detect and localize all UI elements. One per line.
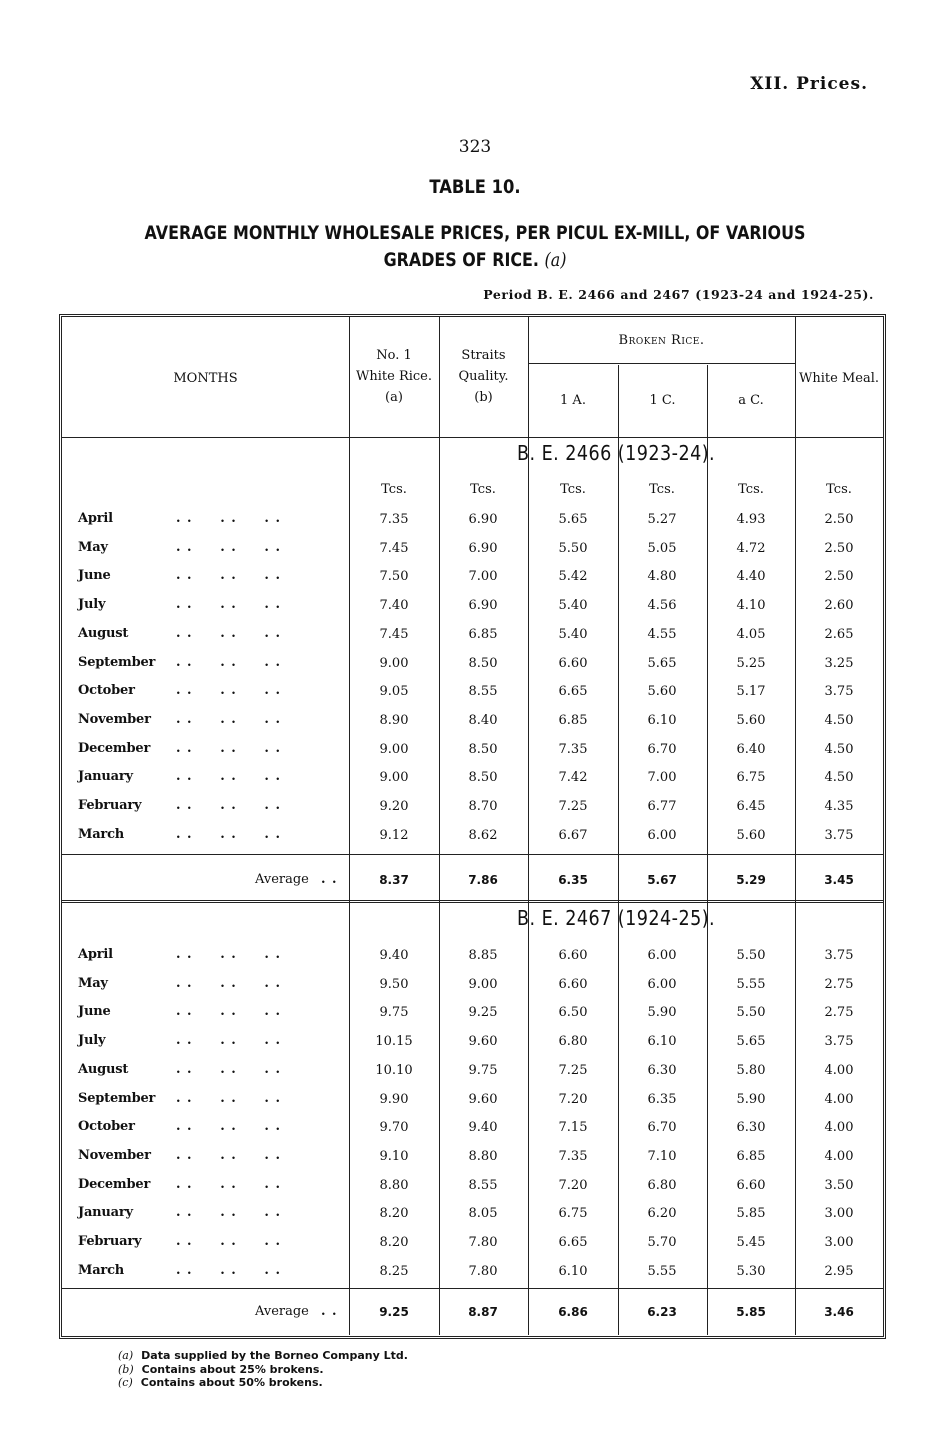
table-cell: 6.10: [558, 1263, 588, 1279]
col-header-white-rice: No. 1 White Rice. (a): [356, 348, 432, 405]
table-cell: 8.40: [468, 712, 498, 728]
month-label: October: [78, 1119, 135, 1135]
leader-dots: . . . . . .: [176, 1033, 281, 1049]
leader-dots: . . . . . .: [176, 539, 281, 555]
unit-label: Tcs.: [560, 482, 586, 497]
unit-label: Tcs.: [649, 482, 675, 497]
leader-dots: . . . . . .: [176, 1004, 281, 1020]
leader-dots: . . . . . .: [176, 597, 281, 613]
average-value: 5.67: [647, 873, 677, 887]
table-cell: 6.60: [736, 1177, 766, 1193]
month-label: November: [78, 1147, 151, 1163]
table-cell: 6.85: [558, 712, 588, 728]
broken-rice-divider: [528, 363, 795, 364]
leader-dots: . .: [321, 872, 338, 887]
table-cell: 2.50: [824, 569, 854, 585]
table-cell: 5.27: [647, 512, 677, 527]
month-label: October: [78, 683, 135, 699]
table-cell: 7.00: [647, 770, 677, 786]
table-cell: 6.80: [647, 1177, 677, 1193]
title-note: (a): [544, 250, 567, 271]
table-cell: 6.50: [558, 1005, 588, 1021]
table-cell: 5.90: [736, 1091, 766, 1107]
table-cell: 8.25: [379, 1263, 409, 1279]
table-cell: 8.55: [468, 684, 498, 700]
table-cell: 5.60: [736, 827, 766, 843]
table-cell: 8.90: [379, 712, 409, 728]
table-cell: 4.00: [824, 1091, 854, 1107]
table-cell: 8.20: [379, 1206, 409, 1222]
table-cell: 6.65: [558, 1235, 588, 1250]
table-cell: 7.45: [379, 540, 409, 556]
leader-dots: . .: [321, 1304, 338, 1319]
table-cell: 7.45: [379, 626, 409, 642]
table-cell: 9.90: [379, 1091, 409, 1107]
table-cell: 8.62: [468, 827, 498, 843]
table-cell: 3.75: [824, 1034, 854, 1050]
month-label: January: [78, 769, 133, 785]
table-cell: 9.12: [379, 827, 409, 843]
table-cell: 7.80: [468, 1235, 498, 1250]
leader-dots: . . . . . .: [176, 625, 281, 641]
month-label: April: [78, 511, 113, 526]
table-cell: 4.00: [824, 1062, 854, 1078]
table-cell: 6.75: [558, 1206, 588, 1222]
average-value: 8.37: [379, 873, 409, 887]
table-cell: 3.75: [824, 684, 854, 700]
table-cell: 8.85: [468, 948, 498, 963]
leader-dots: . . . . . .: [176, 798, 281, 813]
average-value: 5.29: [736, 873, 766, 887]
table-cell: 2.95: [824, 1263, 854, 1279]
average-top-line: [62, 854, 883, 855]
table-cell: 5.50: [558, 540, 588, 556]
leader-dots: . . . . . .: [176, 1061, 281, 1077]
table-cell: 7.10: [647, 1148, 677, 1164]
table-cell: 9.60: [468, 1091, 498, 1107]
average-top-line: [62, 1288, 883, 1289]
table-cell: 6.45: [736, 799, 766, 814]
table-cell: 7.20: [558, 1177, 588, 1193]
table-cell: 9.05: [379, 684, 409, 700]
table-cell: 10.15: [375, 1034, 413, 1050]
table-cell: 2.65: [824, 626, 854, 642]
leader-dots: . . . . . .: [176, 1119, 281, 1135]
table-cell: 6.40: [736, 741, 766, 757]
leader-dots: . . . . . .: [176, 826, 281, 842]
average-value: 7.86: [468, 873, 498, 887]
col-header-1a: 1 A.: [560, 393, 586, 408]
table-cell: 10.10: [375, 1062, 413, 1078]
title-line-1: AVERAGE MONTHLY WHOLESALE PRICES, PER PICUL EX-MILL, OF VARIOUS: [144, 223, 806, 244]
average-value: 6.35: [558, 873, 588, 887]
average-value: 8.87: [468, 1305, 498, 1319]
table-cell: 7.35: [558, 1148, 588, 1164]
leader-dots: . . . . . .: [176, 568, 281, 584]
table-cell: 5.25: [736, 655, 766, 671]
header-bottom-line: [62, 437, 883, 438]
table-cell: 7.15: [558, 1120, 588, 1136]
table-cell: 5.85: [736, 1206, 766, 1222]
table-cell: 6.70: [647, 741, 677, 757]
table-cell: 4.00: [824, 1148, 854, 1164]
table-cell: 6.30: [647, 1062, 677, 1078]
table-cell: 5.17: [736, 684, 766, 700]
leader-dots: . . . . . .: [176, 1234, 281, 1249]
month-label: November: [78, 711, 151, 727]
table-cell: 6.60: [558, 976, 588, 992]
table-cell: 4.93: [736, 512, 766, 527]
table-cell: 7.25: [558, 799, 588, 814]
table-cell: 6.80: [558, 1034, 588, 1050]
table-cell: 6.10: [647, 712, 677, 728]
leader-dots: . . . . . .: [176, 1147, 281, 1163]
table-cell: 6.75: [736, 770, 766, 786]
table-cell: 5.50: [736, 1005, 766, 1021]
table-cell: 2.60: [824, 598, 854, 614]
table-cell: 7.40: [379, 598, 409, 614]
col-header-1c: 1 C.: [649, 393, 676, 408]
table-cell: 4.72: [736, 540, 766, 556]
table-cell: 5.60: [647, 684, 677, 700]
table-cell: 8.70: [468, 799, 498, 814]
col-header-straits: Straits Quality. (b): [458, 348, 509, 405]
table-cell: 5.65: [736, 1034, 766, 1050]
table-cell: 6.60: [558, 655, 588, 671]
col-header-broken-rice: Broken Rice.: [618, 333, 705, 348]
table-cell: 6.00: [647, 948, 677, 963]
table-number: TABLE 10.: [429, 176, 521, 198]
table-cell: 4.56: [647, 598, 677, 614]
table-cell: 8.80: [468, 1148, 498, 1164]
table-cell: 4.05: [736, 626, 766, 642]
section-divider: [62, 900, 883, 903]
table-cell: 4.50: [824, 770, 854, 786]
table-cell: 8.50: [468, 770, 498, 786]
average-value: 5.85: [736, 1305, 766, 1319]
month-label: December: [78, 740, 151, 756]
table-cell: 9.75: [379, 1005, 409, 1021]
leader-dots: . . . . . .: [176, 711, 281, 727]
table-cell: 5.42: [558, 569, 588, 585]
table-cell: 6.90: [468, 598, 498, 614]
col-header-white-meal: White Meal.: [799, 371, 879, 386]
table-cell: 3.75: [824, 948, 854, 963]
table-cell: 3.25: [824, 655, 854, 671]
table-cell: 4.10: [736, 598, 766, 614]
table-cell: 6.65: [558, 684, 588, 700]
table-title: [101, 220, 849, 274]
table-cell: 2.75: [824, 1005, 854, 1021]
month-label: June: [78, 568, 111, 584]
leader-dots: . . . . . .: [176, 1262, 281, 1278]
table-cell: 8.20: [379, 1235, 409, 1250]
table-cell: 9.10: [379, 1148, 409, 1164]
month-label: February: [78, 1234, 142, 1249]
table-cell: 8.50: [468, 655, 498, 671]
table-cell: 8.50: [468, 741, 498, 757]
average-value: 3.46: [824, 1305, 854, 1319]
leader-dots: . . . . . .: [176, 1090, 281, 1106]
table-cell: 5.90: [647, 1005, 677, 1021]
table-cell: 7.20: [558, 1091, 588, 1107]
table-cell: 6.35: [647, 1091, 677, 1107]
month-label: August: [78, 625, 129, 641]
table-cell: 5.40: [558, 626, 588, 642]
col-header-months: MONTHS: [173, 371, 238, 386]
table-cell: 7.35: [379, 512, 409, 527]
table-cell: 5.55: [736, 976, 766, 992]
unit-label: Tcs.: [470, 482, 496, 497]
table-cell: 6.10: [647, 1034, 677, 1050]
table-cell: 7.42: [558, 770, 588, 786]
table-cell: 9.40: [468, 1120, 498, 1136]
title-line-2: GRADES OF RICE. (a): [383, 250, 567, 271]
leader-dots: . . . . . .: [176, 1205, 281, 1221]
table-cell: 4.00: [824, 1120, 854, 1136]
running-head: XII. Prices.: [750, 74, 868, 94]
month-label: July: [78, 597, 106, 613]
month-label: September: [78, 1090, 156, 1106]
footnote-a: (a) Data supplied by the Borneo Company Ltd.: [118, 1349, 408, 1362]
unit-label: Tcs.: [826, 482, 852, 497]
table-cell: 5.30: [736, 1263, 766, 1279]
table-cell: 7.35: [558, 741, 588, 757]
table-cell: 9.75: [468, 1062, 498, 1078]
table-cell: 5.50: [736, 948, 766, 963]
table-cell: 3.00: [824, 1235, 854, 1250]
average-label: Average: [255, 872, 309, 887]
table-cell: 9.00: [468, 976, 498, 992]
month-label: August: [78, 1061, 129, 1077]
table-cell: 4.35: [824, 799, 854, 814]
month-label: June: [78, 1004, 111, 1020]
table-cell: 4.50: [824, 712, 854, 728]
leader-dots: . . . . . .: [176, 683, 281, 699]
average-value: 9.25: [379, 1305, 409, 1319]
table-cell: 6.85: [736, 1148, 766, 1164]
leader-dots: . . . . . .: [176, 975, 281, 991]
average-value: 6.23: [647, 1305, 677, 1319]
month-label: September: [78, 654, 156, 670]
footnote-b: (b) Contains about 25% brokens.: [118, 1362, 324, 1376]
unit-label: Tcs.: [381, 482, 407, 497]
month-label: February: [78, 798, 142, 813]
month-label: March: [78, 1262, 125, 1278]
table-cell: 5.70: [647, 1235, 677, 1250]
table-cell: 5.60: [736, 712, 766, 728]
table-cell: 7.25: [558, 1062, 588, 1078]
month-label: July: [78, 1033, 106, 1049]
table-cell: 9.20: [379, 799, 409, 814]
unit-label: Tcs.: [738, 482, 764, 497]
table-cell: 9.00: [379, 655, 409, 671]
table-cell: 7.80: [468, 1263, 498, 1279]
table-cell: 9.70: [379, 1120, 409, 1136]
table-cell: 5.05: [647, 540, 677, 556]
leader-dots: . . . . . .: [176, 1176, 281, 1192]
table-cell: 6.00: [647, 827, 677, 843]
month-label: March: [78, 826, 125, 842]
table-cell: 5.80: [736, 1062, 766, 1078]
table-cell: 5.65: [558, 512, 588, 527]
table-cell: 6.00: [647, 976, 677, 992]
table-cell: 5.65: [647, 655, 677, 671]
table-cell: 3.75: [824, 827, 854, 843]
average-value: 6.86: [558, 1305, 588, 1319]
month-label: May: [78, 975, 108, 991]
table-cell: 6.85: [468, 626, 498, 642]
table-cell: 9.00: [379, 741, 409, 757]
table-cell: 4.40: [736, 569, 766, 585]
month-label: April: [78, 947, 113, 962]
table-cell: 9.50: [379, 976, 409, 992]
table-cell: 7.00: [468, 569, 498, 585]
table-cell: 4.80: [647, 569, 677, 585]
table-cell: 9.00: [379, 770, 409, 786]
page-number: 323: [458, 137, 492, 157]
table-cell: 3.00: [824, 1206, 854, 1222]
leader-dots: . . . . . .: [176, 740, 281, 756]
table-cell: 6.20: [647, 1206, 677, 1222]
section-title-2466: B. E. 2466 (1923-24).: [517, 441, 716, 465]
table-cell: 6.90: [468, 512, 498, 527]
footnote-c: (c) Contains about 50% brokens.: [118, 1376, 323, 1389]
average-value: 3.45: [824, 873, 854, 887]
table-cell: 2.75: [824, 976, 854, 992]
table-cell: 2.50: [824, 512, 854, 527]
month-label: January: [78, 1205, 133, 1221]
col-header-ac: a C.: [738, 393, 764, 408]
table-cell: 2.50: [824, 540, 854, 556]
table-cell: 9.25: [468, 1005, 498, 1021]
table-cell: 4.50: [824, 741, 854, 757]
period-line: Period B. E. 2466 and 2467 (1923-24 and 1924-25).: [483, 287, 874, 302]
table-cell: 6.70: [647, 1120, 677, 1136]
table-cell: 9.40: [379, 948, 409, 963]
table-cell: 4.55: [647, 626, 677, 642]
section-title-2467: B. E. 2467 (1924-25).: [517, 906, 716, 930]
month-label: May: [78, 539, 108, 555]
leader-dots: . . . . . .: [176, 511, 281, 526]
average-label: Average: [255, 1304, 309, 1319]
table-cell: 5.45: [736, 1235, 766, 1250]
footnotes: [118, 1349, 408, 1390]
table-cell: 5.55: [647, 1263, 677, 1279]
table-cell: 8.05: [468, 1206, 498, 1222]
table-cell: 7.50: [379, 569, 409, 585]
table-cell: 6.90: [468, 540, 498, 556]
month-label: December: [78, 1176, 151, 1192]
table-cell: 9.60: [468, 1034, 498, 1050]
leader-dots: . . . . . .: [176, 769, 281, 785]
table-cell: 6.77: [647, 799, 677, 814]
leader-dots: . . . . . .: [176, 654, 281, 670]
table-cell: 5.40: [558, 598, 588, 614]
table-cell: 6.60: [558, 948, 588, 963]
leader-dots: . . . . . .: [176, 947, 281, 962]
table-cell: 8.80: [379, 1177, 409, 1193]
table-cell: 6.67: [558, 827, 588, 843]
table-cell: 8.55: [468, 1177, 498, 1193]
table-cell: 6.30: [736, 1120, 766, 1136]
table-cell: 3.50: [824, 1177, 854, 1193]
